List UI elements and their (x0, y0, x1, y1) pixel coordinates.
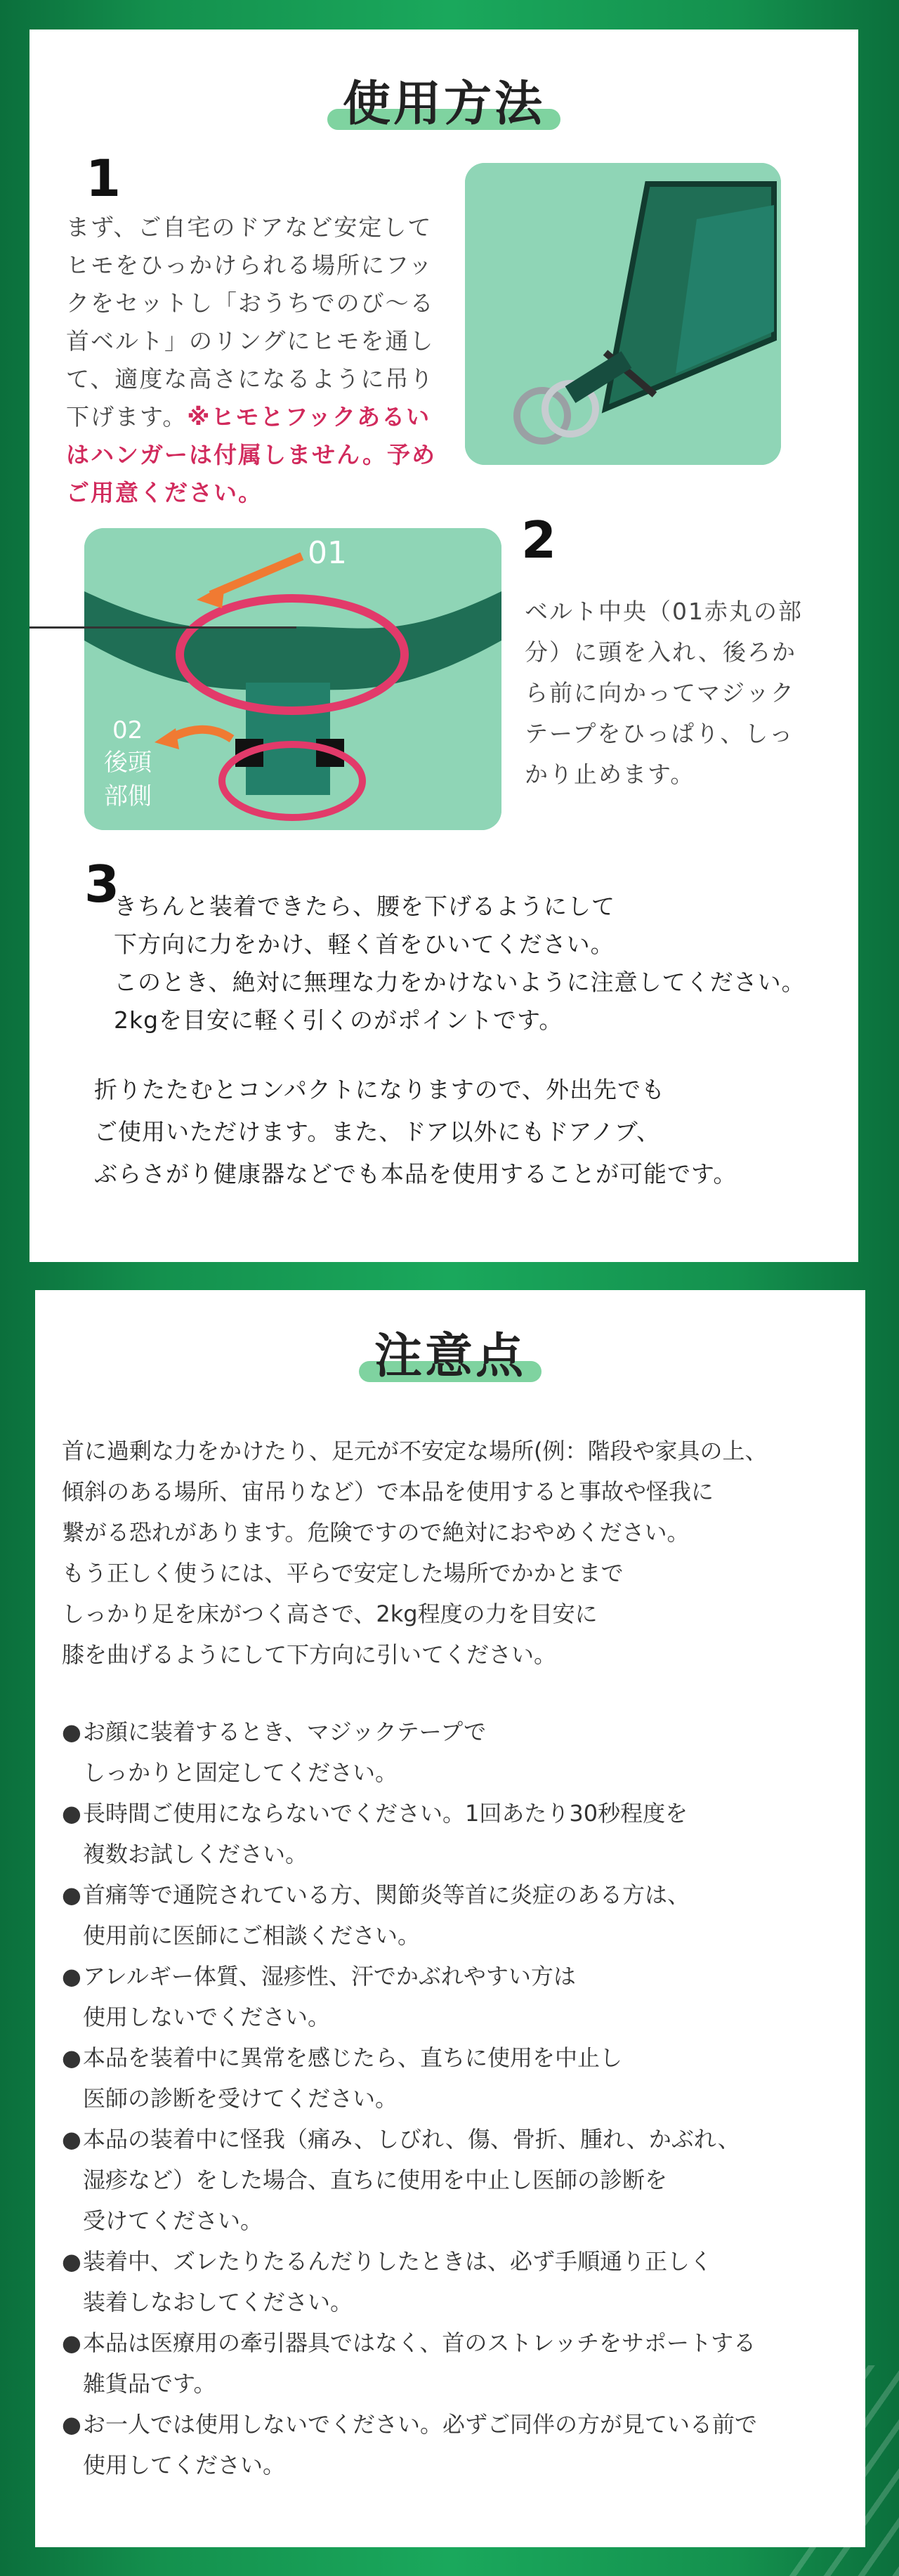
step3-extra: 折りたたむとコンパクトになりますので、外出先でも ご使用いただけます。また、ドア以外にもドアノブ、 ぶらさがり健康器などでも本品を使用することが可能です。 (94, 1076, 737, 1188)
step1-text: まず、ご自宅のドアなど安定して ヒモをひっかけられる場所にフッ クをセットし「おうちでのび〜る 首ベルト」のリングにヒモを通し て、適度な高さになるように吊り 下げます。※ヒモとフックあるい はハンガーは付属しません。予め ご用意ください。 (66, 213, 436, 506)
caution-item: ● お顔に装着するとき、マジックテープで しっかりと固定してください。 (62, 1719, 487, 1786)
label-01: 01 (308, 535, 347, 571)
caution-heading-wrap (35, 1318, 865, 1386)
belt-image (84, 528, 501, 830)
caution-item: ● 本品を装着中に異常を感じたら、直ちに使用を中止し 医師の診断を受けてください。 (62, 2044, 623, 2112)
caution-item: ● 長時間ご使用にならないでください。1回あたり30秒程度を 複数お試しください。 (62, 1800, 688, 1867)
step3-text: きちんと装着できたら、腰を下げるようにして 下方向に力をかけ、軽く首をひいてください。 このとき、絶対に無理な力をかけないように注意してください。 2kgを目安に軽く引くのがポイントです。 (114, 893, 806, 1034)
caution-item: ● お一人では使用しないでください。必ずご同伴の方が見ている前で 使用してください。 (62, 2411, 758, 2478)
step1-warning: ※ヒモとフックあるい はハンガーは付属しません。予め ご用意ください。 (66, 403, 436, 506)
caution-item: ● 首痛等で通院されている方、関節炎等首に炎症のある方は、 使用前に医師にご相談ください。 (62, 1881, 690, 1949)
step1-number: 1 (86, 149, 122, 208)
caution-item: ● 装着中、ズレたりたるんだりしたときは、必ず手順通り正しく 装着しなおしてください。 (62, 2248, 713, 2315)
step2-number: 2 (521, 511, 557, 570)
step3-number: 3 (84, 855, 120, 914)
caution-item: ● 本品は医療用の牽引器具ではなく、首のストレッチをサポートする 雑貨品です。 (62, 2329, 756, 2397)
caution-panel (35, 1290, 865, 2547)
caution-list (62, 1711, 834, 2485)
usage-heading-wrap (29, 66, 858, 134)
caution-title: 注意点 (359, 1318, 542, 1386)
caution-item: ● アレルギー体質、湿疹性、汗でかぶれやすい方は 使用しないでください。 (62, 1963, 576, 2030)
label-back-head: 後頭 部側 (104, 749, 152, 810)
usage-title: 使用方法 (327, 66, 560, 134)
caution-item: ● 本品の装着中に怪我（痛み、しびれ、傷、骨折、腫れ、かぶれ、 湿疹など）をした場合、直ちに使用を中止し医師の診断を 受けてください。 (62, 2126, 740, 2234)
caution-intro: 首に過剰な力をかけたり、足元が不安定な場所(例：階段や家具の上、 傾斜のある場所、宙吊りなど）で本品を使用すると事故や怪我に 繋がる恐れがあります。危険ですので絶対におやめください。 もう正しく使うには、平らで安定した場所でかかとまで しっかり足を床がつく高さで、2kg程度の力を目安に 膝を曲げるようにして下方向に引いてください。 (62, 1438, 768, 1668)
usage-panel (29, 29, 858, 1262)
label-02: 02 (112, 716, 143, 744)
ring-hook-image (465, 163, 781, 465)
step2-text: ベルト中央（01赤丸の部 分）に頭を入れ、後ろか ら前に向かってマジック テープをひっぱり、しっ かり止めます。 (525, 598, 803, 788)
divider-line (29, 626, 296, 629)
